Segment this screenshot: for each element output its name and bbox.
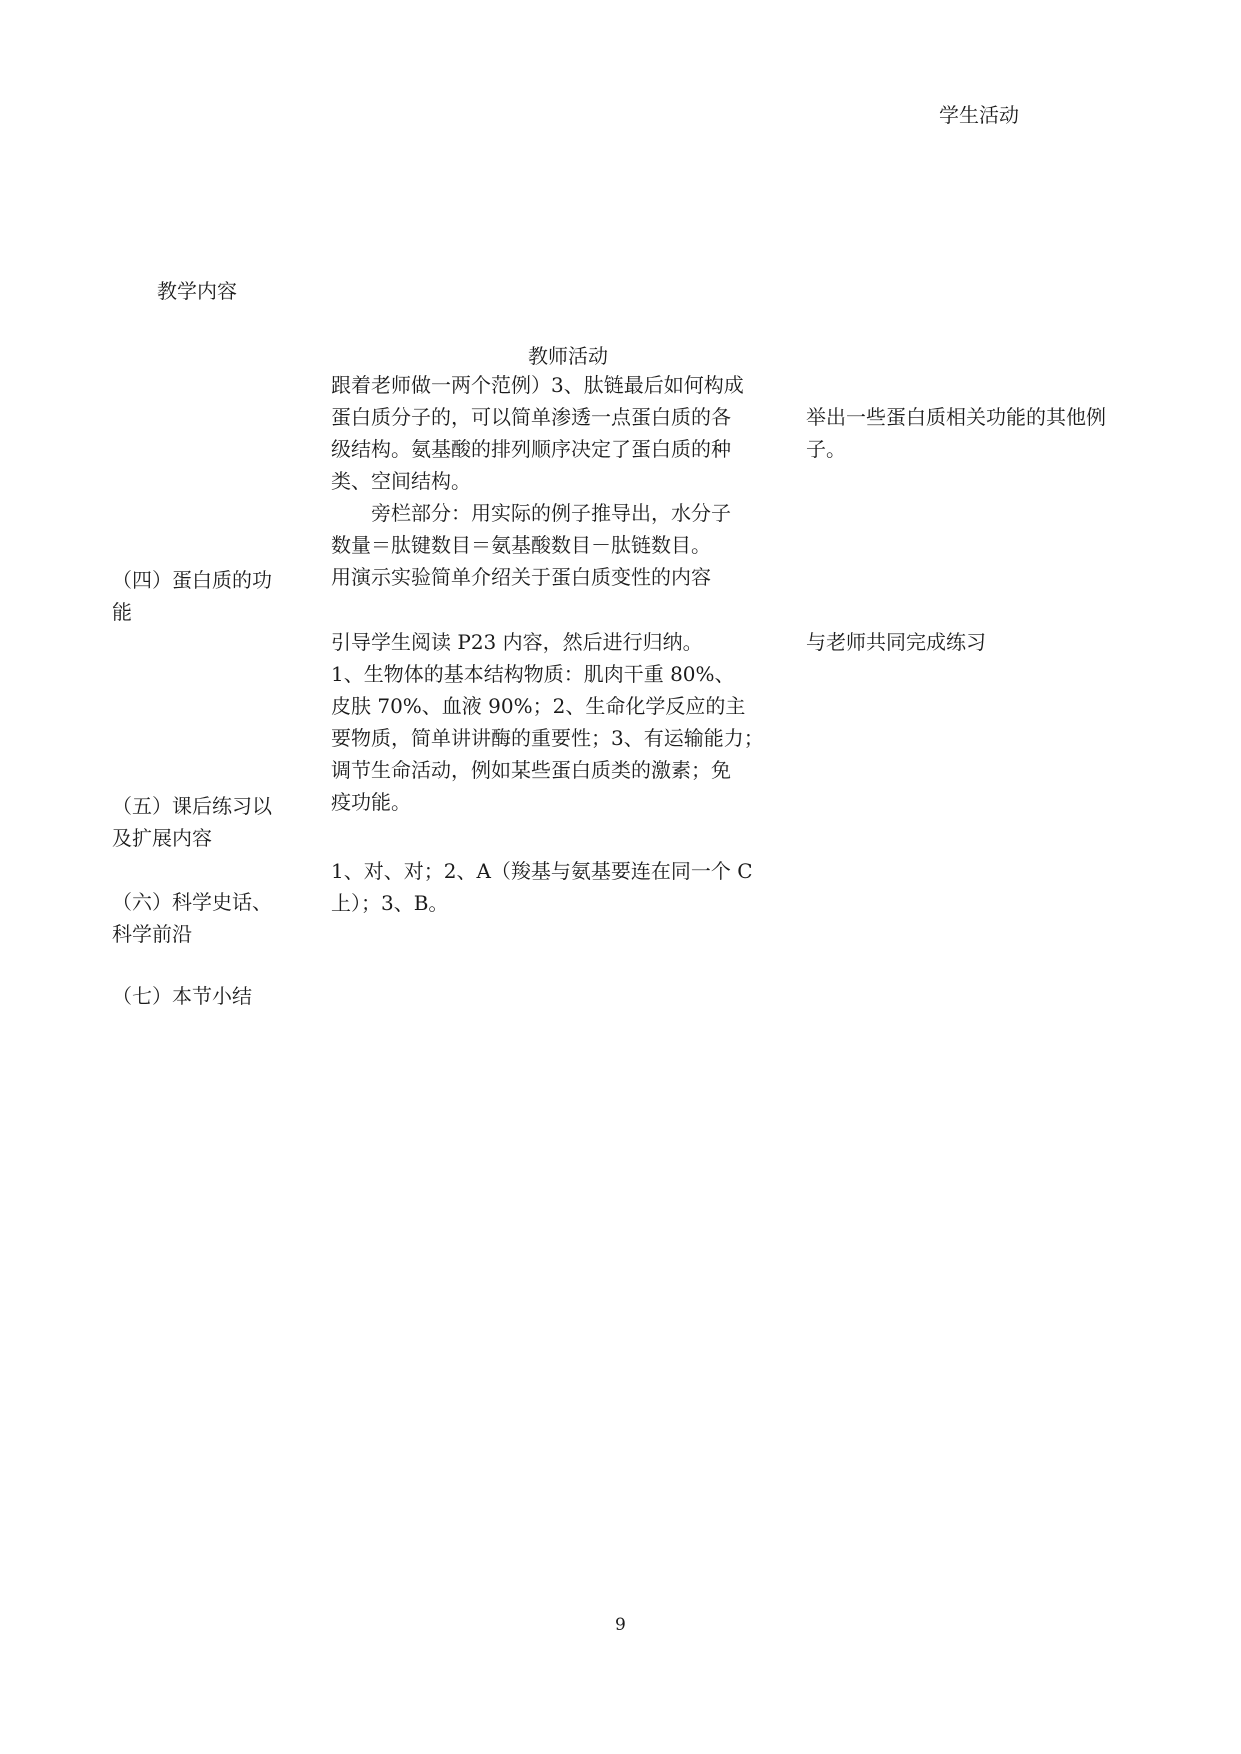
page-number: 9 <box>615 1615 626 1635</box>
teacher-line: 蛋白质分子的，可以简单渗透一点蛋白质的各 <box>331 405 731 429</box>
content-item-5 <box>112 790 272 854</box>
teacher-line: 引导学生阅读 P23 内容，然后进行归纳。 <box>331 630 703 654</box>
content-item-7: （七）本节小结 <box>112 984 252 1008</box>
content-item-5-line-1: （五）课后练习以 <box>112 794 272 818</box>
content-item-6-line-2: 科学前沿 <box>112 922 192 946</box>
teacher-activity-block-1 <box>331 369 744 593</box>
teacher-line: 1、对、对；2、A（羧基与氨基要连在同一个 C <box>331 859 753 883</box>
content-item-4 <box>112 564 272 628</box>
teacher-activity-block-2 <box>331 626 764 818</box>
teacher-line: 皮肤 70%、血液 90%；2、生命化学反应的主 <box>331 694 746 718</box>
student-activity-block-2: 与老师共同完成练习 <box>806 630 986 654</box>
teacher-line: 跟着老师做一两个范例）3、肽链最后如何构成 <box>331 373 744 397</box>
header-teaching-content: 教学内容 <box>157 279 237 303</box>
teacher-line: 调节生命活动，例如某些蛋白质类的激素；免 <box>331 758 731 782</box>
content-item-4-line-2: 能 <box>112 600 132 624</box>
teacher-line: 疫功能。 <box>331 790 411 814</box>
teacher-line: 数量＝肽键数目＝氨基酸数目－肽链数目。 <box>331 533 711 557</box>
student-activity-block-1 <box>806 401 1106 465</box>
teacher-line: 上）；3、B。 <box>331 891 449 915</box>
teacher-line: 用演示实验简单介绍关于蛋白质变性的内容 <box>331 565 711 589</box>
teacher-line: 级结构。氨基酸的排列顺序决定了蛋白质的种 <box>331 437 731 461</box>
content-item-4-line-1: （四）蛋白质的功 <box>112 568 272 592</box>
student-line: 子。 <box>806 437 846 461</box>
content-item-6 <box>112 886 272 950</box>
teacher-line: 旁栏部分：用实际的例子推导出，水分子 <box>331 501 731 525</box>
teacher-activity-block-3 <box>331 855 753 919</box>
content-item-6-line-1: （六）科学史话、 <box>112 890 272 914</box>
header-teacher-activity: 教师活动 <box>528 344 608 368</box>
content-item-5-line-2: 及扩展内容 <box>112 826 212 850</box>
header-student-activity: 学生活动 <box>939 103 1019 127</box>
teacher-line: 1、生物体的基本结构物质：肌肉干重 80%、 <box>331 662 735 686</box>
teacher-line: 类、空间结构。 <box>331 469 471 493</box>
teacher-line: 要物质，简单讲讲酶的重要性；3、有运输能力； <box>331 726 764 750</box>
student-line: 举出一些蛋白质相关功能的其他例 <box>806 405 1106 429</box>
